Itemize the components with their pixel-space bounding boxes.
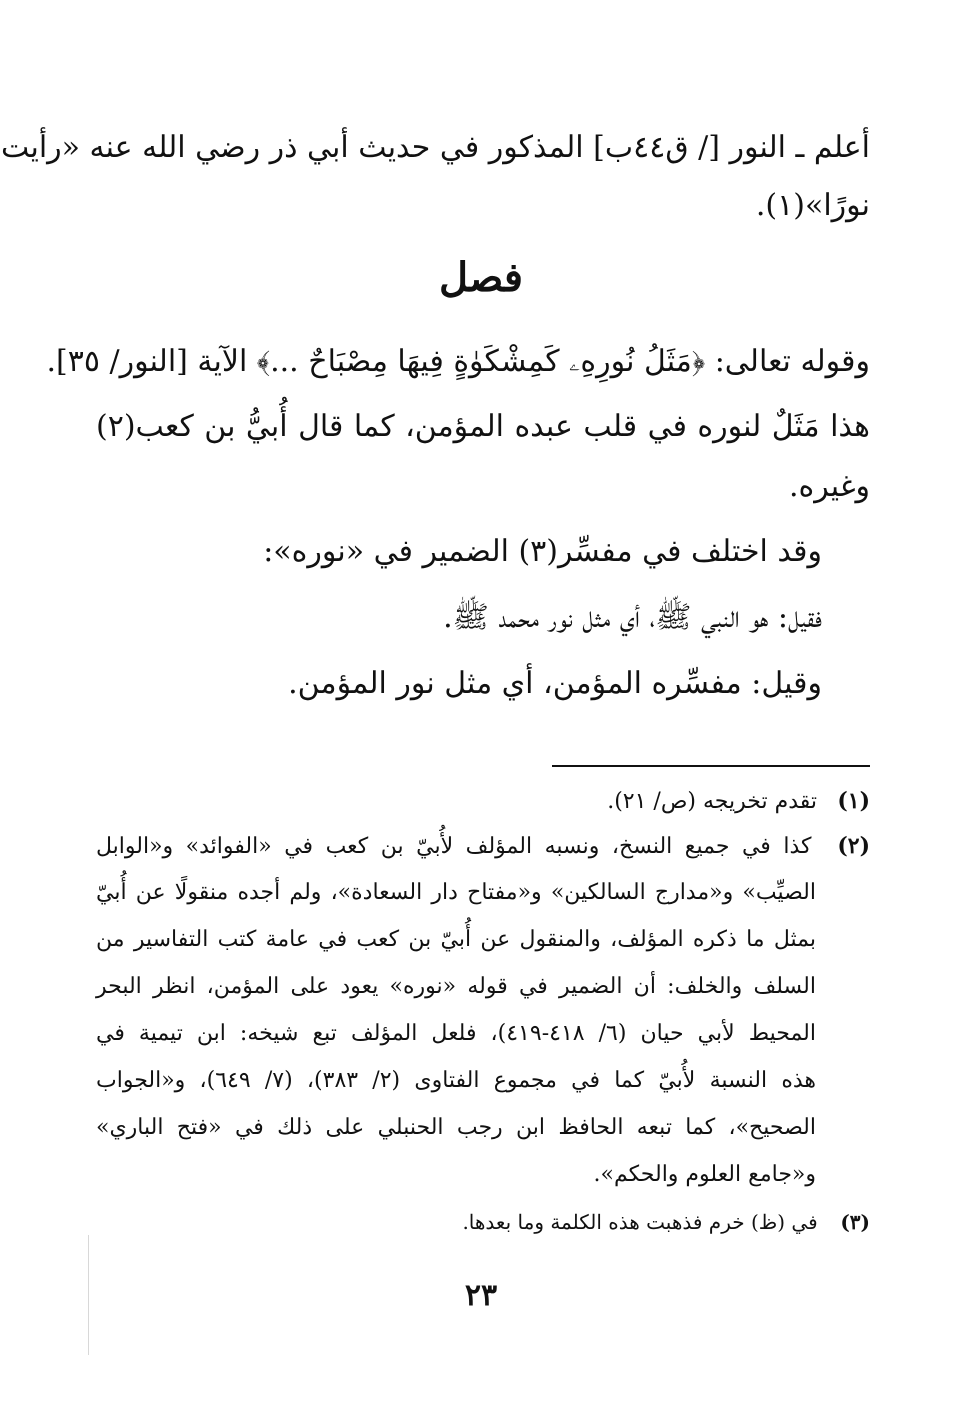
body-line-8: وقيل: مفسِّره المؤمن، أي مثل نور المؤمن. — [288, 666, 822, 701]
footnote-2-line-4: السلف والخلف: أن الضمير في قوله «نوره» يعود على المؤمن، انظر البحر — [96, 974, 816, 999]
body-line-1: أعلم ـ النور [/ ق٤٤ب] المذكور في حديث أبي ذر رضي الله عنه «رأيت — [1, 130, 870, 165]
body-line-2: نورًا»(١). — [755, 188, 870, 223]
footnote-separator — [552, 765, 870, 767]
footnote-2-line-1 — [96, 831, 870, 862]
footnote-1 — [96, 786, 870, 817]
footnote-3-text: في (ظ) خرم فذهبت هذه الكلمة وما بعدها. — [462, 1210, 818, 1234]
footnote-2-line-5: المحيط لأبي حيان (٦/ ٤١٨-٤١٩)، فلعل المؤلف تبع شيخه: ابن تيمية في — [96, 1021, 816, 1046]
footnote-1-text: تقدم تخريجه (ص/ ٢١). — [607, 789, 817, 814]
body-line-3: وقوله تعالى: ﴿مَثَلُ نُورِهِۦ كَمِشْكَوٰةٍ فِيهَا مِصْبَاحٌ ...﴾ الآية [النور/ ٣٥]. — [46, 344, 870, 379]
footnote-2-line-3: بمثل ما ذكره المؤلف، والمنقول عن أُبيّ بن كعب في عامة كتب التفاسير من — [96, 927, 816, 952]
page-number: ٢٣ — [464, 1278, 498, 1313]
footnote-2-line-2: الصيِّب» و«مدارج السالكين» و«مفتاح دار السعادة»، ولم أجده منقولًا عن أُبيّ — [96, 880, 816, 905]
footnote-2-line-8: و«جامع العلوم والحكم». — [593, 1162, 816, 1187]
body-line-6: وقد اختلف في مفسِّر(٣) الضمير في «نوره»: — [263, 534, 822, 569]
footnote-2-line-7: الصحيح»، كما تبعه الحافظ ابن رجب الحنبلي على ذلك في «فتح الباري» — [96, 1115, 816, 1140]
footnote-1-number: (١) — [837, 788, 870, 814]
body-line-7: فقيل: هو النبي ﷺ، أي مثل نور محمد ﷺ. — [443, 600, 822, 635]
footnote-3 — [96, 1207, 870, 1237]
footnote-2-number: (٢) — [837, 833, 870, 859]
footnote-3-number: (٣) — [840, 1210, 870, 1234]
footnote-2-line-6: هذه النسبة لأُبيّ كما في مجموع الفتاوى (٢/ ٣٨٣)، (٧/ ٦٤٩)، و«الجواب — [96, 1068, 816, 1093]
body-line-4: هذا مَثَلٌ لنوره في قلب عبده المؤمن، كما قال أُبيُّ بن كعب(٢) — [96, 409, 870, 444]
footnote-2-text-1: كذا في جميع النسخ، ونسبه المؤلف لأُبيّ بن كعب في «الفوائد» و«الوابل — [96, 834, 812, 859]
body-line-5: وغيره. — [788, 469, 870, 504]
section-heading: فصل — [438, 254, 524, 301]
